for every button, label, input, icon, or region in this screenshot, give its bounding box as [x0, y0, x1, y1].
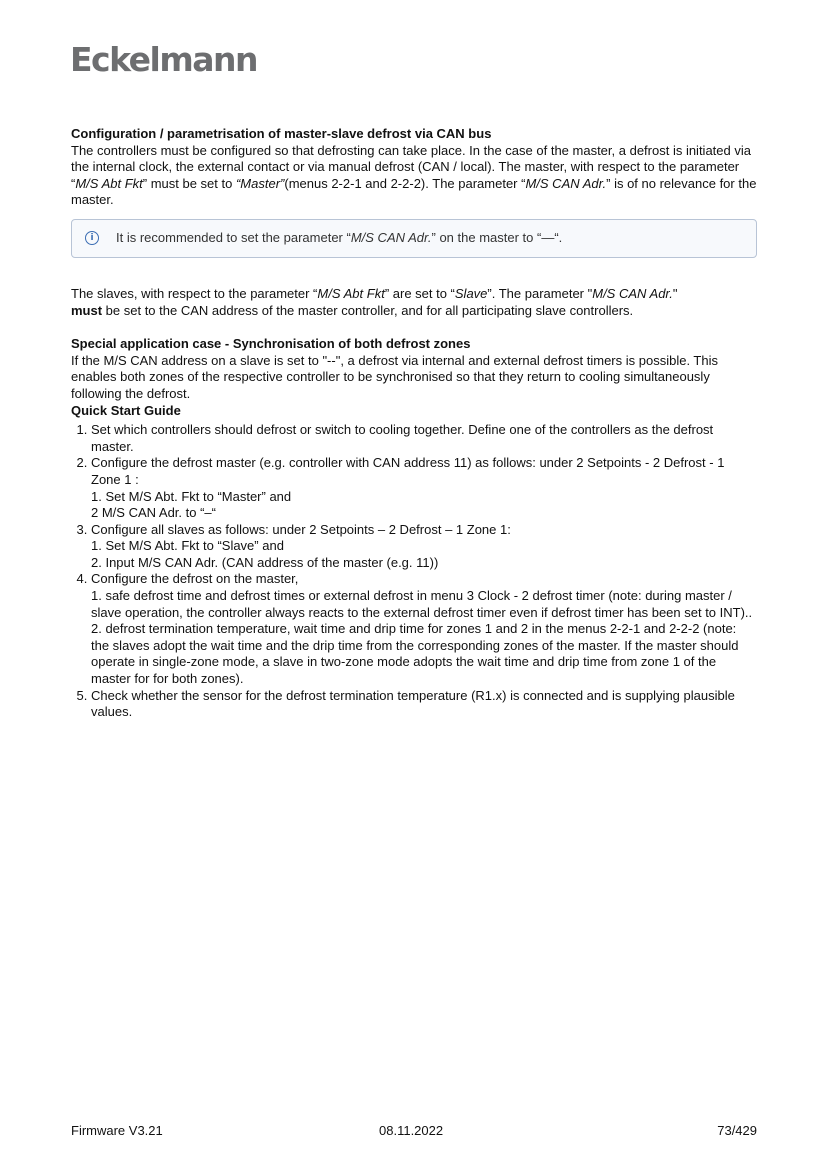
info-note [71, 219, 757, 258]
footer-date: 08.11.2022 [379, 1123, 444, 1138]
paragraph-config: The controllers must be configured so that defrosting can take place. In the case of the master, a defrost is initiated via the internal clock, the external contact or via manual defrost (CAN / local). The master, with respect to the parameter “M/S Abt Fkt” must be set to “Master”(menus 2-2-1 and 2-2-2). The parameter “M/S CAN Adr.” is of no relevance for the master. [71, 142, 757, 208]
list-item: 5. Check whether the sensor for the defrost termination temperature (R1.x) is connected and is supplying plausible values. [91, 688, 757, 721]
quick-start-list [71, 422, 757, 721]
section-heading-quick-start: Quick Start Guide [71, 402, 181, 418]
section-heading-config: Configuration / parametrisation of master-slave defrost via CAN bus [71, 126, 492, 141]
info-note-text: It is recommended to set the parameter “M/S CAN Adr.” on the master to “—“. [116, 230, 563, 246]
paragraph-special: If the M/S CAN address on a slave is set to "--", a defrost via internal and external defrost timers is possible. This enables both zones of the respective controller to be synchronised so that they return to cooling simultaneously following the defrost. [71, 352, 718, 401]
list-item: 3. Configure all slaves as follows: under 2 Setpoints – 2 Defrost – 1 Zone 1: 1. Set M/S Abt. Fkt to “Slave” and 2. Input M/S CAN Adr. (CAN address of the master (e.g. 11)) [91, 522, 757, 572]
list-item: 2. Configure the defrost master (e.g. controller with CAN address 11) as follows: under 2 Setpoints - 2 Defrost - 1 Zone 1 : 1. Set M/S Abt. Fkt to “Master” and 2 M/S CAN Adr. to “–“ [91, 455, 757, 521]
footer-page-number: 73/429 [717, 1123, 757, 1138]
page-content [71, 126, 757, 721]
list-item: 4. Configure the defrost on the master, 1. safe defrost time and defrost times or external defrost in menu 3 Clock - 2 defrost timer (note: during master / slave operation, the controller always reacts to the external defrost timer even if defrost timer has been set to INT).. 2. defrost termination temperature, wait time and drip time for zones 1 and 2 in the menus 2-2-1 and 2-2-2 (note: the slaves adopt the wait time and the drip time from the corresponding zones of the master. If the master should operate in single-zone mode, a slave in two-zone mode adopts the wait time and drip time from zone 1 of the master for for both zones). [91, 571, 757, 687]
company-logo: Eckelmann [70, 40, 257, 79]
footer-firmware: Firmware V3.21 [71, 1123, 163, 1138]
paragraph-slaves: The slaves, with respect to the parameter “M/S Abt Fkt” are set to “Slave”. The parameter "M/S CAN Adr." must be set to the CAN address of the master controller, and for all participating slave controllers. [71, 285, 678, 318]
section-heading-special: Special application case - Synchronisation of both defrost zones [71, 336, 471, 352]
list-item: 1. Set which controllers should defrost or switch to cooling together. Define one of the controllers as the defrost master. [91, 422, 757, 455]
info-icon: i [85, 231, 99, 245]
